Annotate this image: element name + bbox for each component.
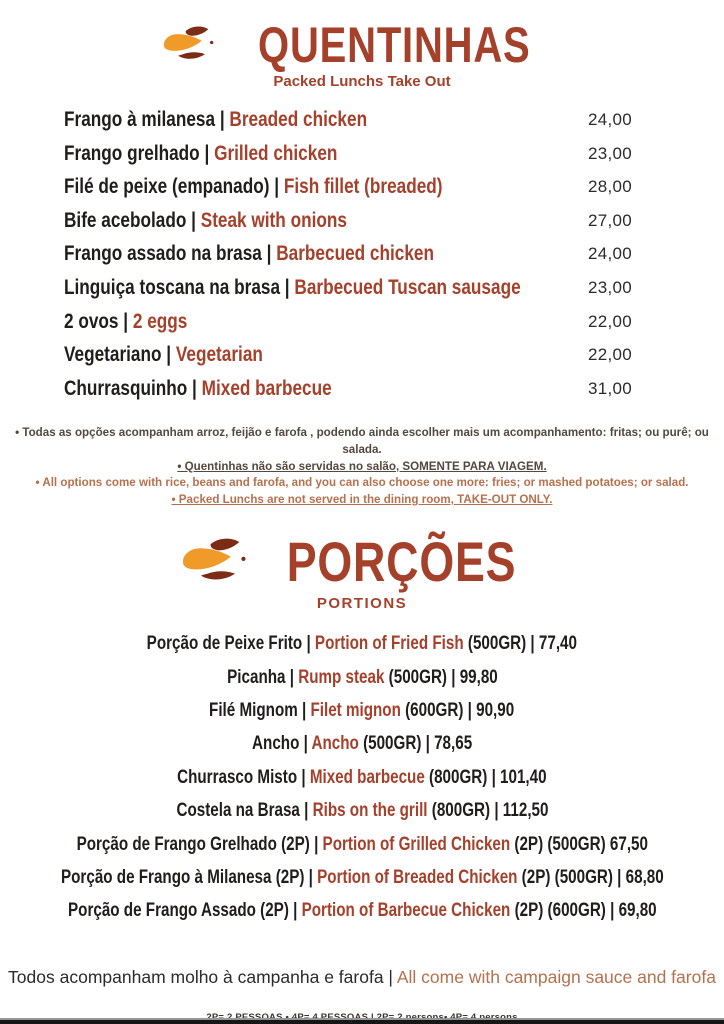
menu-item-name <box>64 241 434 266</box>
menu-item-row <box>64 273 632 307</box>
menu-item-name <box>64 141 337 166</box>
portion-item-row <box>0 899 724 932</box>
item-name-en: Breaded chicken <box>229 107 368 131</box>
portion-item-text <box>227 666 498 699</box>
separator: | <box>118 308 133 333</box>
item-detail: (500GR) | 77,40 <box>468 632 578 655</box>
section-title-porcoes: PORÇÕES <box>287 530 517 594</box>
item-price: 31,00 <box>587 378 632 398</box>
item-price: 23,00 <box>587 277 632 297</box>
quentinhas-header <box>0 0 724 73</box>
section-subtitle-quentinhas: Packed Lunchs Take Out <box>273 73 451 90</box>
item-name-en: Mixed barbecue <box>309 765 425 788</box>
portion-item-text <box>252 732 472 765</box>
item-name-en: Barbecued chicken <box>276 241 434 266</box>
item-detail: (800GR) | 112,50 <box>431 799 549 822</box>
flame-swoosh-icon <box>178 534 254 590</box>
item-price: 22,00 <box>587 345 632 365</box>
item-name-en: Fish fillet (breaded) <box>283 174 443 199</box>
item-name-pt: Vegetariano <box>64 342 162 367</box>
item-name-pt: Linguiça toscana na brasa <box>64 274 281 299</box>
page-bottom-edge <box>0 1018 724 1024</box>
item-name-pt: Churrasco Misto <box>177 765 298 788</box>
item-detail: (2P) (500GR) | 68,80 <box>521 866 664 889</box>
item-name-en: Barbecued Tuscan sausage <box>294 274 521 299</box>
section-title-quentinhas: QUENTINHAS <box>257 17 531 73</box>
portion-item-text <box>177 766 546 799</box>
separator: | <box>199 140 215 165</box>
portion-item-row <box>221 732 503 765</box>
separator: | <box>187 375 202 400</box>
item-name-pt: Porção de Frango Grelhado (2P) <box>76 832 310 855</box>
note-line: • All options come with rice, beans and farofa, and you can also choose one more: fries; or mashed potatoes; or salad. <box>35 476 689 490</box>
item-name-en: Vegetarian <box>175 342 263 367</box>
item-name-pt: Churrasquinho <box>64 375 188 400</box>
item-name-pt: Frango à milanesa <box>64 107 216 131</box>
item-name-pt: Porção de Frango à Milanesa (2P) <box>60 866 305 889</box>
item-detail: (2P) (500GR) 67,50 <box>514 832 648 855</box>
note-line: • Packed Lunchs are not served in the dining room, TAKE-OUT ONLY. <box>171 492 553 506</box>
item-name-pt: Frango grelhado <box>64 140 200 165</box>
item-name-en: Portion of Breaded Chicken <box>316 866 518 889</box>
separator: | <box>298 699 311 722</box>
porcoes-list <box>0 632 724 933</box>
portion-item-text <box>61 866 664 899</box>
portion-item-text <box>76 833 647 866</box>
separator: | <box>309 832 323 855</box>
portion-item-row <box>124 799 601 832</box>
separator: | <box>299 799 313 822</box>
item-name-en: Portion of Barbecue Chicken <box>301 899 511 922</box>
note-line: • Quentinhas não são servidas no salão, SOMENTE PARA VIAGEM. <box>177 459 547 473</box>
item-price: 23,00 <box>587 143 632 163</box>
item-name-en: Steak with onions <box>200 207 347 232</box>
menu-item-name <box>64 342 263 367</box>
item-name-pt: Porção de Peixe Frito <box>146 632 303 655</box>
separator: | <box>302 632 316 655</box>
item-name-en: 2 eggs <box>132 308 188 333</box>
menu-item-row <box>64 374 632 408</box>
portion-item-row <box>0 833 724 866</box>
item-detail: (500GR) | 78,65 <box>362 732 473 755</box>
item-name-en: Portion of Grilled Chicken <box>322 832 510 855</box>
item-name-en: Rump steak <box>297 665 384 688</box>
item-name-pt: Filé Mignom <box>209 699 299 722</box>
separator: | <box>285 665 298 688</box>
item-name-pt: Picanha <box>226 665 286 688</box>
porcoes-header <box>0 530 724 594</box>
footer-note <box>0 967 724 988</box>
menu-item-row <box>64 105 632 139</box>
quentinhas-notes <box>0 425 724 508</box>
item-name-en: Ribs on the grill <box>312 799 428 822</box>
menu-item-name <box>64 107 367 132</box>
menu-item-name <box>64 174 443 199</box>
separator: | <box>161 342 176 367</box>
separator: | <box>299 732 312 755</box>
menu-item-row <box>64 307 632 341</box>
item-name-pt: 2 ovos <box>64 308 119 333</box>
footer-note-en: All come with campaign sauce and farofa <box>396 966 716 987</box>
portion-item-text <box>209 699 514 732</box>
item-price: 24,00 <box>587 244 632 264</box>
item-name-en: Portion of Fried Fish <box>315 632 464 655</box>
item-price: 22,00 <box>587 311 632 331</box>
menu-item-row <box>64 206 632 240</box>
item-name-en: Mixed barbecue <box>201 375 332 400</box>
menu-item-name <box>64 309 187 334</box>
note-line: • Todas as opções acompanham arroz, feijão e farofa , podendo ainda escolher mais um acompanhamento: fritas; ou purê; ou salada. <box>15 426 709 456</box>
portion-item-row <box>189 666 536 699</box>
menu-item-name <box>64 376 332 401</box>
menu-item-row <box>64 239 632 273</box>
separator: | <box>304 866 317 889</box>
item-name-en: Filet mignon <box>310 699 402 722</box>
footer-note-pt: Todos acompanham molho à campanha e farofa | <box>8 966 393 987</box>
item-name-pt: Bife acebolado <box>64 207 187 232</box>
item-name-pt: Frango assado na brasa <box>64 241 262 266</box>
item-price: 28,00 <box>587 177 632 197</box>
item-name-pt: Ancho <box>251 732 300 755</box>
section-subtitle-porcoes: PORTIONS <box>316 595 408 613</box>
item-detail: (800GR) | 101,40 <box>429 765 547 788</box>
menu-item-name <box>64 208 347 233</box>
item-detail: (500GR) | 99,80 <box>388 665 498 688</box>
separator: | <box>280 274 295 299</box>
separator: | <box>186 207 201 232</box>
item-name-pt: Filé de peixe (empanado) <box>64 174 270 199</box>
portion-item-row <box>86 632 638 665</box>
quentinhas-list <box>64 105 632 407</box>
flame-swoosh-icon <box>160 23 220 67</box>
item-detail: (2P) (600GR) | 69,80 <box>514 899 657 922</box>
separator: | <box>269 174 284 199</box>
menu-item-row <box>64 340 632 374</box>
portion-item-text <box>176 799 548 832</box>
item-name-pt: Costela na Brasa <box>175 799 300 822</box>
portion-item-text <box>68 899 657 932</box>
portion-item-row <box>0 866 724 899</box>
menu-item-row <box>64 139 632 173</box>
separator: | <box>297 765 310 788</box>
separator: | <box>261 241 277 266</box>
item-name-pt: Porção de Frango Assado (2P) <box>67 899 289 922</box>
item-detail: (600GR) | 90,90 <box>405 699 515 722</box>
item-price: 24,00 <box>587 110 632 129</box>
portion-item-text <box>147 632 577 665</box>
separator: | <box>288 899 302 922</box>
item-name-en: Ancho <box>311 732 359 755</box>
menu-item-row <box>64 172 632 206</box>
menu-item-name <box>64 275 521 300</box>
item-price: 27,00 <box>587 210 632 230</box>
item-name-en: Grilled chicken <box>214 140 338 165</box>
portion-item-row <box>166 699 557 732</box>
portion-item-row <box>125 766 599 799</box>
separator: | <box>215 107 230 131</box>
